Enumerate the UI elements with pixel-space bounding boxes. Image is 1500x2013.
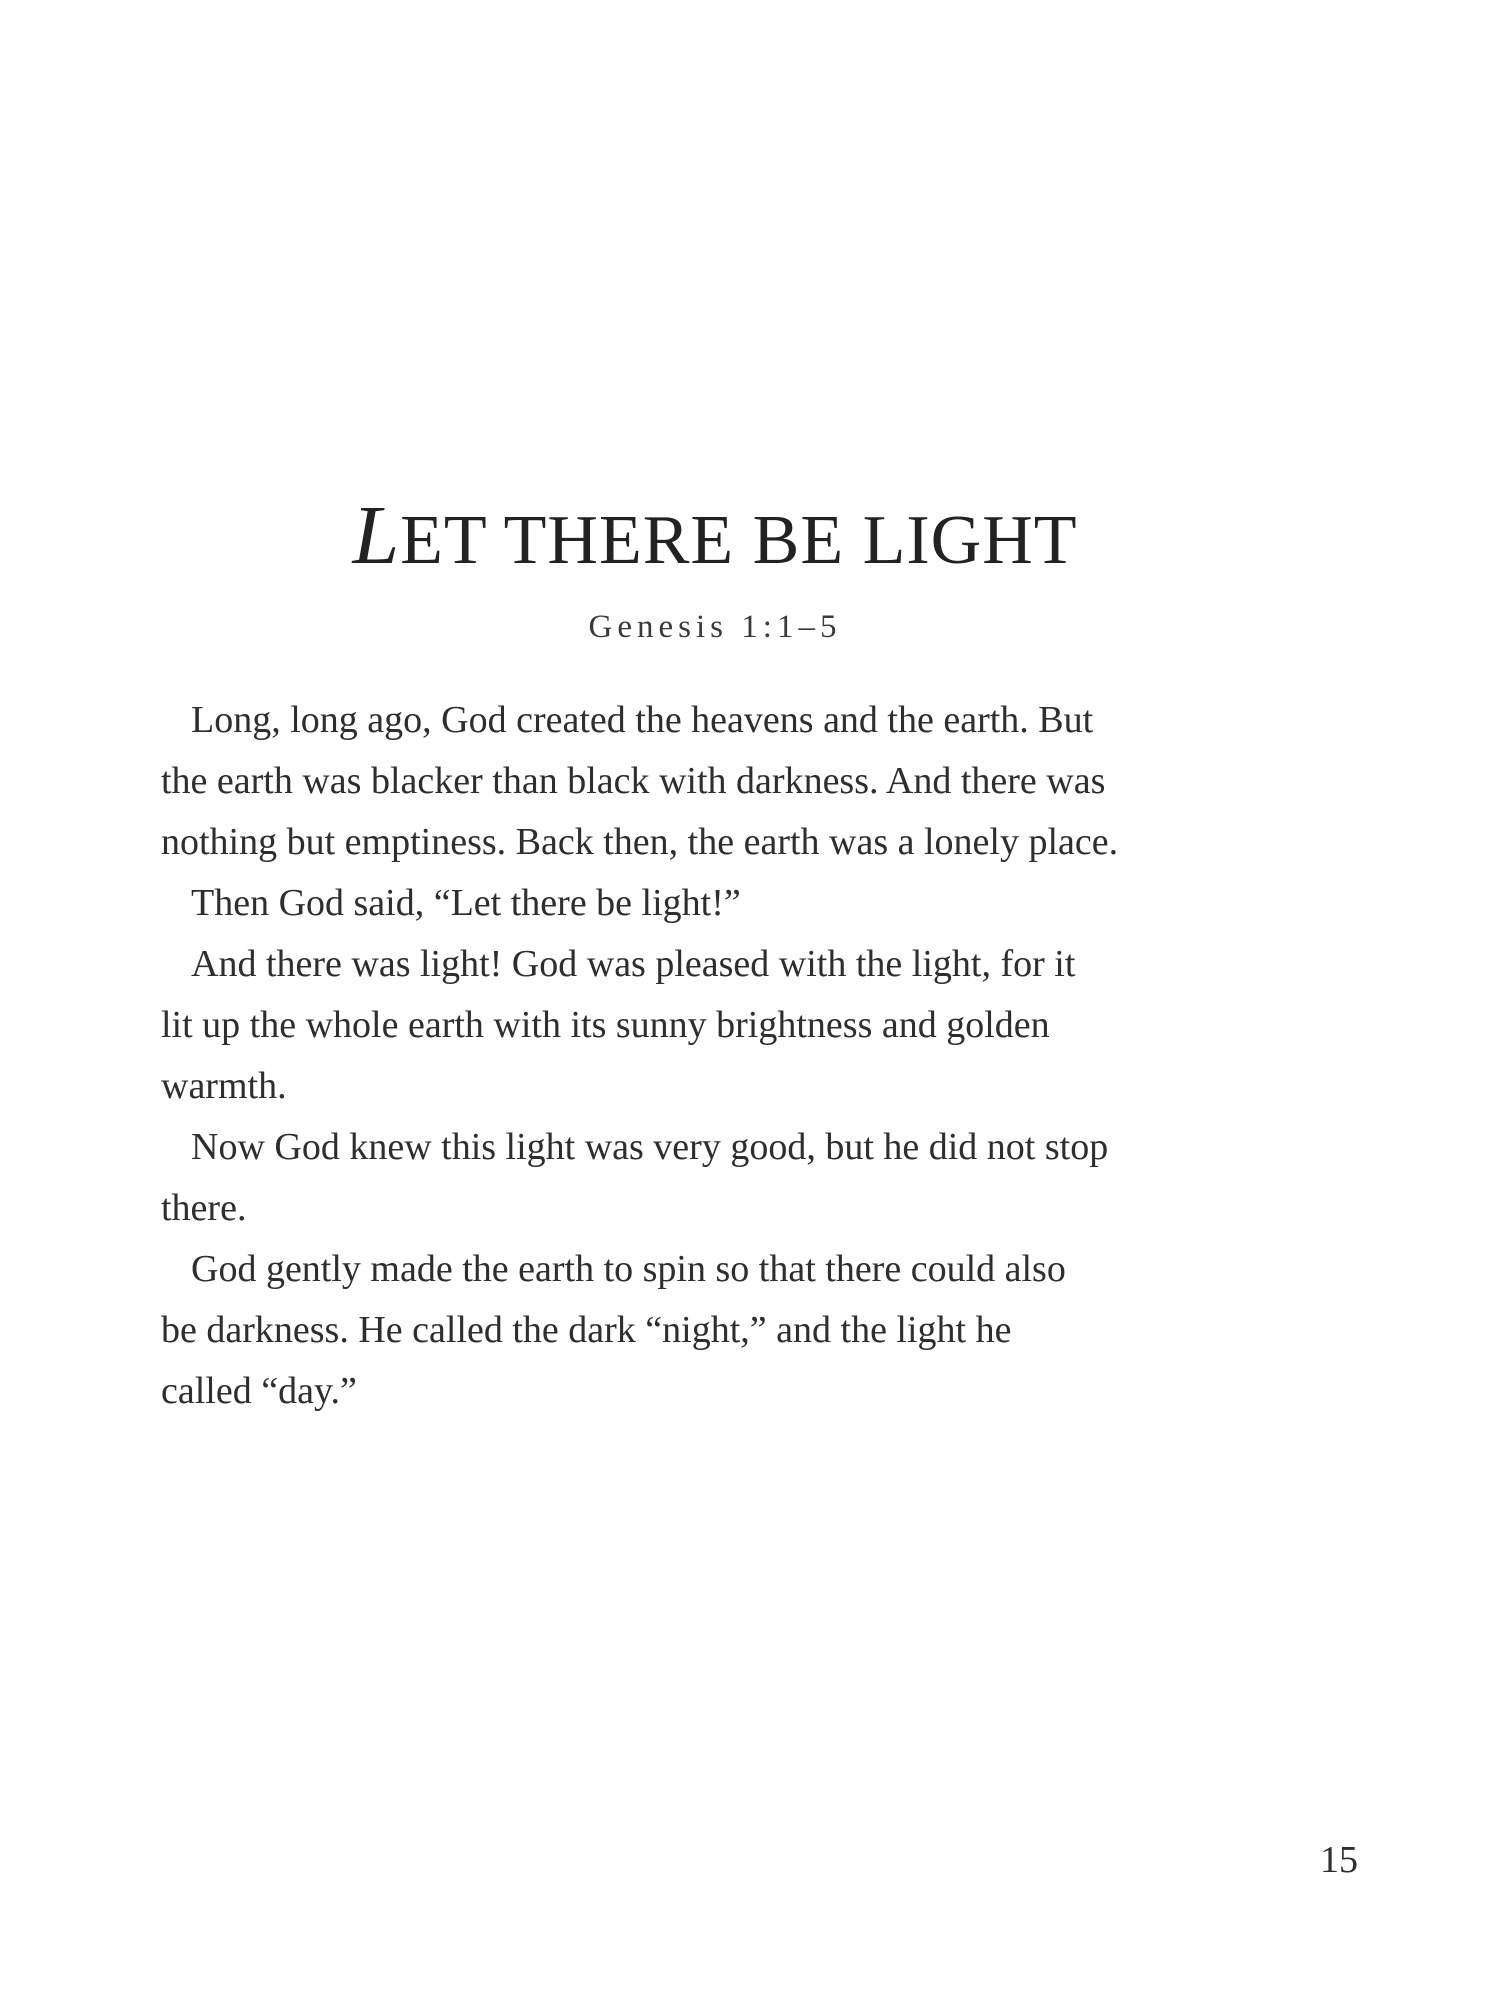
page-number: 15	[1320, 1839, 1358, 1881]
text-line: And there was light! God was pleased with the light, for it	[191, 943, 1076, 985]
text-line: there.	[161, 1187, 247, 1229]
text-line: the earth was blacker than black with darkness. And there was	[161, 760, 1106, 802]
text-line: Then God said, “Let there be light!”	[191, 882, 741, 924]
chapter-title	[0, 489, 1430, 582]
text-line: Long, long ago, God created the heavens and the earth. But	[191, 699, 1094, 741]
story-text	[161, 690, 1281, 1422]
text-line: called “day.”	[161, 1370, 357, 1412]
text-line: be darkness. He called the dark “night,” and the light he	[161, 1309, 1012, 1351]
text-line: warmth.	[161, 1065, 287, 1107]
text-line: nothing but emptiness. Back then, the earth was a lonely place.	[161, 821, 1119, 863]
text-line: Now God knew this light was very good, but he did not stop	[191, 1126, 1109, 1168]
text-line: lit up the whole earth with its sunny brightness and golden	[161, 1004, 1050, 1046]
title-text: ET THERE BE LIGHT	[400, 502, 1078, 579]
text-line: God gently made the earth to spin so that there could also	[191, 1248, 1066, 1290]
scripture-reference: Genesis 1:1–5	[588, 609, 842, 645]
title-initial: L	[352, 489, 401, 582]
